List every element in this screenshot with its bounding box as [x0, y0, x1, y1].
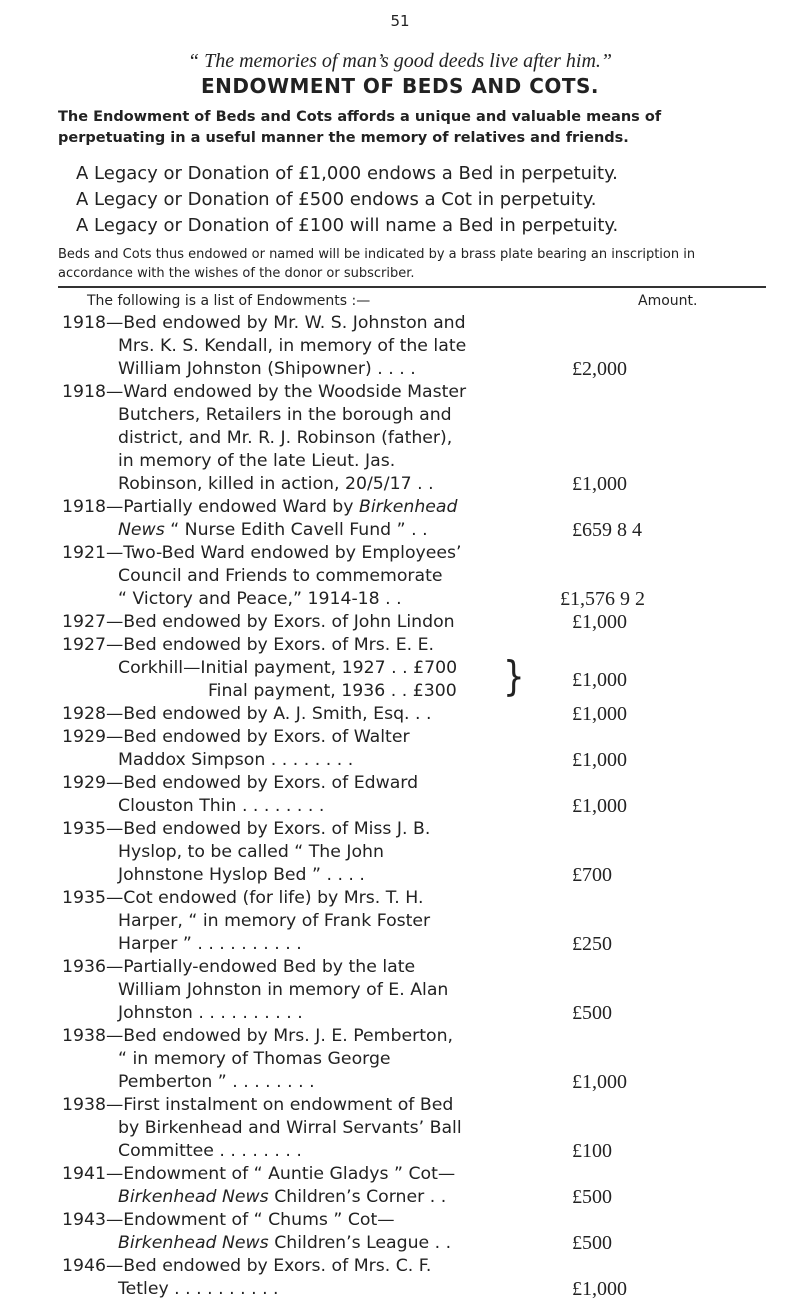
page-title: ENDOWMENT OF BEDS AND COTS. [200, 74, 600, 98]
list-header: The following is a list of Endowments :— [87, 293, 371, 309]
entry-text: Johnston . . . . . . . . . . [118, 1003, 303, 1023]
entry-text: 1921—Two-Bed Ward endowed by Employees’ [62, 543, 462, 563]
entry-text: 1928—Bed endowed by A. J. Smith, Esq. . . [62, 704, 432, 724]
entry-amount: £1,000 [572, 473, 627, 495]
entry-amount: £1,000 [572, 669, 627, 691]
entry-text: Corkhill—Initial payment, 1927 . . £700 [118, 658, 458, 678]
entry-text: Butchers, Retailers in the borough and [118, 405, 452, 425]
entry-text: 1918—Bed endowed by Mr. W. S. Johnston and [62, 313, 466, 333]
entry-text: Robinson, killed in action, 20/5/17 . . [118, 474, 434, 494]
legacy-line-name-bed: A Legacy or Donation of £100 will name a Bed in perpetuity. [76, 215, 619, 236]
entry-text: in memory of the late Lieut. Jas. [118, 451, 396, 471]
entry-text: 1938—Bed endowed by Mrs. J. E. Pemberton, [62, 1026, 454, 1046]
entry-text: “ in memory of Thomas George [118, 1049, 391, 1069]
entry-text: Hyslop, to be called “ The John [118, 842, 384, 862]
legacy-line-cot: A Legacy or Donation of £500 endows a Cot in perpetuity. [76, 189, 597, 210]
entry-text: Committee . . . . . . . . [118, 1141, 302, 1161]
entry-amount: £100 [572, 1140, 612, 1162]
entry-text: Pemberton ” . . . . . . . . [118, 1072, 315, 1092]
intro-paragraph: The Endowment of Beds and Cots affords a unique and valuable means of perpetuating in a useful manner the memory of relatives and friends. [58, 109, 662, 146]
amount-header: Amount. [638, 293, 698, 309]
entry-text: 1929—Bed endowed by Exors. of Edward [62, 773, 419, 793]
entry-amount: £500 [572, 1002, 612, 1024]
entry-text: Mrs. K. S. Kendall, in memory of the late [118, 336, 467, 356]
brass-plate-note: Beds and Cots thus endowed or named will be indicated by a brass plate bearing an inscription in accordance with the wishes of the donor or subscriber. [58, 247, 696, 281]
entry-text: Harper, “ in memory of Frank Foster [118, 911, 431, 931]
entry-text: Tetley . . . . . . . . . . [118, 1279, 279, 1299]
entry-amount: £250 [572, 933, 612, 955]
entry-text: 1927—Bed endowed by Exors. of John Lindon [62, 612, 455, 632]
entry-text: Final payment, 1936 . . £300 [208, 681, 457, 701]
entry-text: Clouston Thin . . . . . . . . [118, 796, 325, 816]
entry-text: by Birkenhead and Wirral Servants’ Ball [118, 1118, 462, 1138]
entry-amount: £500 [572, 1186, 612, 1208]
entry-text: district, and Mr. R. J. Robinson (father), [118, 428, 453, 448]
entry-amount: £700 [572, 864, 612, 886]
entry-text: 1946—Bed endowed by Exors. of Mrs. C. F. [62, 1256, 432, 1276]
entry-amount: £1,000 [572, 749, 627, 771]
epigraph-quote: “ The memories of man’s good deeds live after him.” [187, 50, 613, 72]
entry-text: Harper ” . . . . . . . . . . [118, 934, 302, 954]
entry-text: 1943—Endowment of “ Chums ” Cot— [62, 1210, 395, 1230]
entry-text: Maddox Simpson . . . . . . . . [118, 750, 354, 770]
entry-amount: £1,000 [572, 1278, 627, 1300]
entry-text: 1935—Cot endowed (for life) by Mrs. T. H. [62, 888, 424, 908]
entry-amount: £1,576 9 2 [560, 588, 645, 610]
entry-text: 1936—Partially-endowed Bed by the late [62, 957, 416, 977]
entry-amount: £1,000 [572, 611, 627, 633]
entry-amount: £659 8 4 [572, 519, 642, 541]
brace-glyph: } [503, 653, 525, 701]
entry-text: Birkenhead News Children’s Corner . . [118, 1187, 447, 1207]
entry-amount: £1,000 [572, 703, 627, 725]
entry-text: Birkenhead News Children’s League . . [118, 1233, 452, 1253]
entry-text: 1935—Bed endowed by Exors. of Miss J. B. [62, 819, 431, 839]
entry-amount: £2,000 [572, 358, 627, 380]
entry-amount: £500 [572, 1232, 612, 1254]
legacy-line-bed: A Legacy or Donation of £1,000 endows a Bed in perpetuity. [76, 163, 618, 184]
entry-text: William Johnston (Shipowner) . . . . [118, 359, 416, 379]
entry-text: 1927—Bed endowed by Exors. of Mrs. E. E. [62, 635, 435, 655]
entry-text: 1938—First instalment on endowment of Bed [62, 1095, 454, 1115]
entry-text: 1929—Bed endowed by Exors. of Walter [62, 727, 410, 747]
page-number: 51 [390, 12, 410, 30]
entry-text: Johnstone Hyslop Bed ” . . . . [118, 865, 365, 885]
entry-text: News “ Nurse Edith Cavell Fund ” . . [118, 520, 428, 540]
entry-text: Council and Friends to commemorate [118, 566, 443, 586]
entry-text: 1918—Ward endowed by the Woodside Master [62, 382, 467, 402]
entry-amount: £1,000 [572, 1071, 627, 1093]
entry-amount: £1,000 [572, 795, 627, 817]
entry-text: 1918—Partially endowed Ward by Birkenhead [62, 497, 458, 517]
entry-text: “ Victory and Peace,” 1914-18 . . [118, 589, 402, 609]
entry-text: William Johnston in memory of E. Alan [118, 980, 449, 1000]
divider-rule [58, 286, 766, 288]
entry-text: 1941—Endowment of “ Auntie Gladys ” Cot— [62, 1164, 456, 1184]
